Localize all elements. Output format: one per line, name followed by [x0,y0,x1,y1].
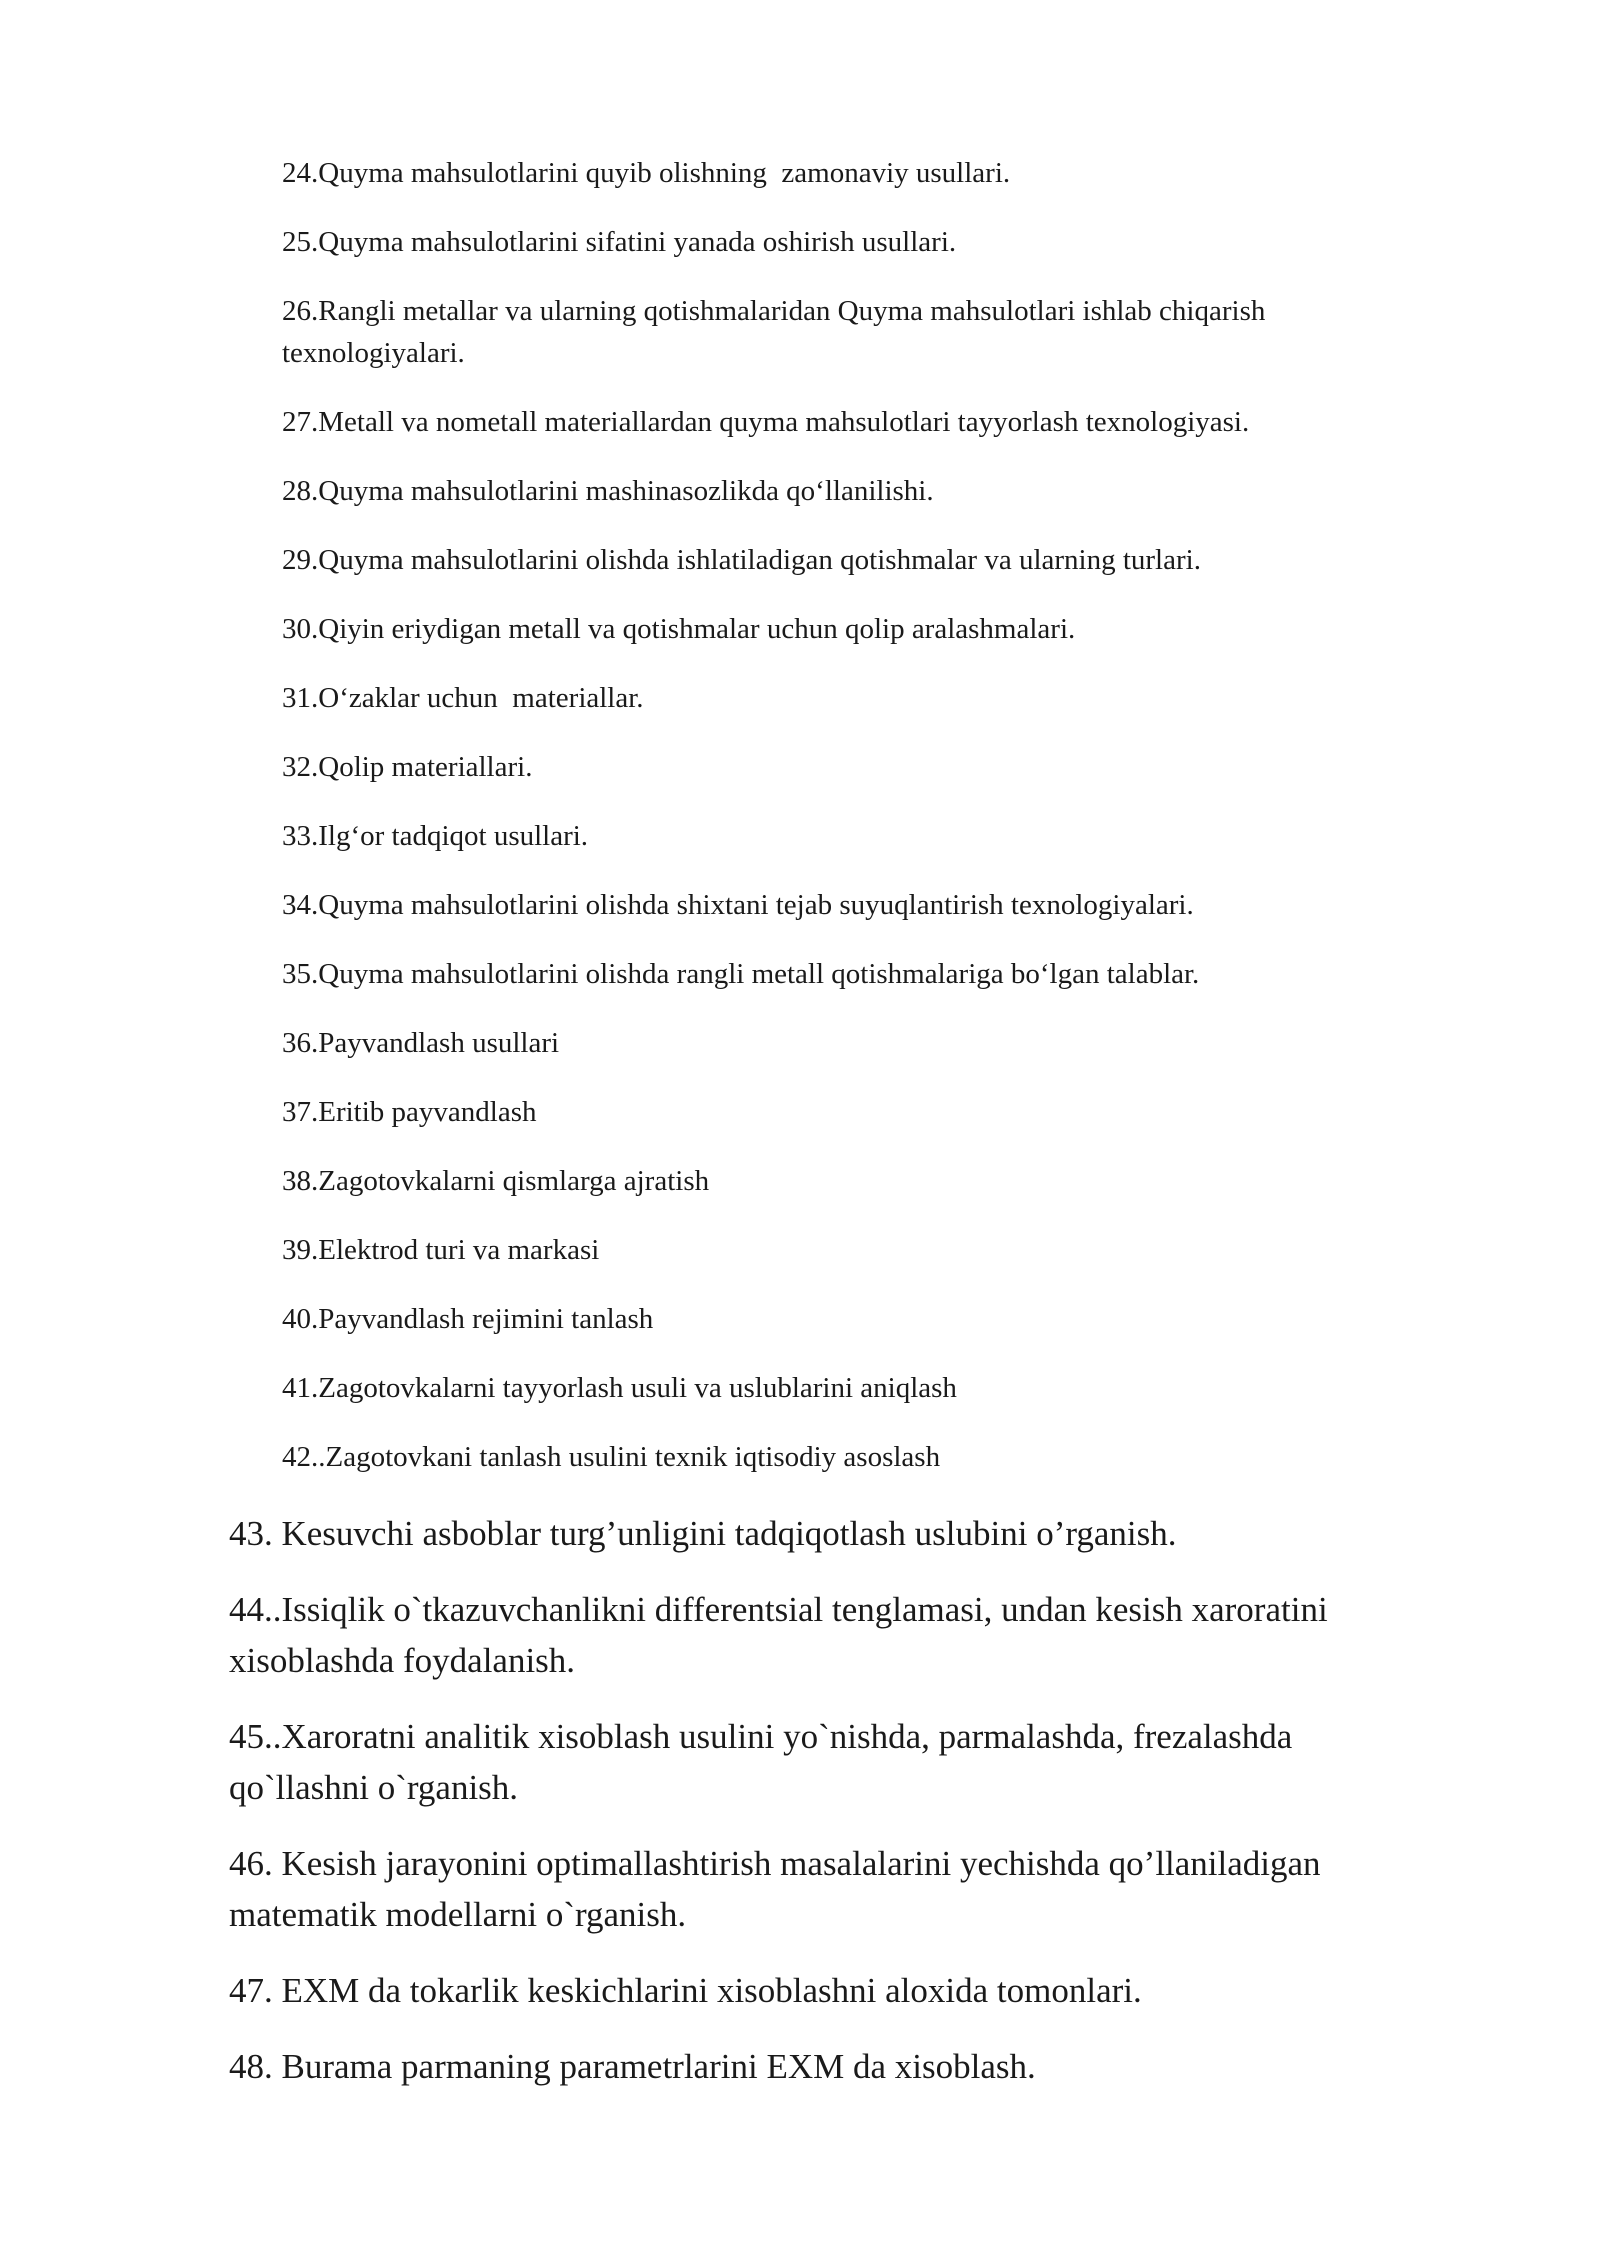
list-item: 24.Quyma mahsulotlarini quyib olishning zamonaviy usullari. [282,157,1011,189]
list-item: 25.Quyma mahsulotlarini sifatini yanada oshirish usullari. [282,226,957,258]
list-item: 41.Zagotovkalarni tayyorlash usuli va uslublarini aniqlash [282,1372,957,1404]
list-item: 32.Qolip materiallari. [282,751,533,783]
list-item: 28.Quyma mahsulotlarini mashinasozlikda qo‘llanilishi. [282,475,934,507]
list-item: 34.Quyma mahsulotlarini olishda shixtani tejab suyuqlantirish texnologiyalari. [282,889,1194,921]
list-item: 47. EXM da tokarlik keskichlarini xisoblashni aloxida tomonlari. [229,1971,1142,2010]
list-item: 43. Kesuvchi asboblar turg’unligini tadqiqotlash uslubini o’rganish. [229,1514,1177,1553]
list-item: 26.Rangli metallar va ularning qotishmalaridan Quyma mahsulotlari ishlab chiqarish texnologiyalari. [282,295,1273,369]
topic-list-small [282,152,1422,1505]
list-item: 44..Issiqlik o`tkazuvchanlikni differentsial tenglamasi, undan kesish xaroratini xisoblashda foydalanish. [229,1590,1337,1680]
list-item: 48. Burama parmaning parametrlarini EXM da xisoblash. [229,2047,1036,2086]
list-item: 36.Payvandlash usullari [282,1027,560,1059]
list-item: 38.Zagotovkalarni qismlarga ajratish [282,1165,710,1197]
list-item: 37.Eritib payvandlash [282,1096,537,1128]
list-item: 31.O‘zaklar uchun materiallar. [282,682,644,714]
list-item: 39.Elektrod turi va markasi [282,1234,600,1266]
topic-list-large [229,1508,1429,2117]
list-item: 30.Qiyin eriydigan metall va qotishmalar uchun qolip aralashmalari. [282,613,1076,645]
list-item: 45..Xaroratni analitik xisoblash usulini yo`nishda, parmalashda, frezalashda qo`llashni o`rganish. [229,1717,1302,1807]
list-item: 29.Quyma mahsulotlarini olishda ishlatiladigan qotishmalar va ularning turlari. [282,544,1201,576]
list-item: 35.Quyma mahsulotlarini olishda rangli metall qotishmalariga bo‘lgan talablar. [282,958,1200,990]
list-item: 33.Ilg‘or tadqiqot usullari. [282,820,589,852]
list-item: 40.Payvandlash rejimini tanlash [282,1303,654,1335]
list-item: 42..Zagotovkani tanlash usulini texnik iqtisodiy asoslash [282,1441,941,1473]
list-item: 27.Metall va nometall materiallardan quyma mahsulotlari tayyorlash texnologiyasi. [282,406,1250,438]
list-item: 46. Kesish jarayonini optimallashtirish masalalarini yechishda qo’llaniladigan matematik modellarni o`rganish. [229,1844,1330,1934]
